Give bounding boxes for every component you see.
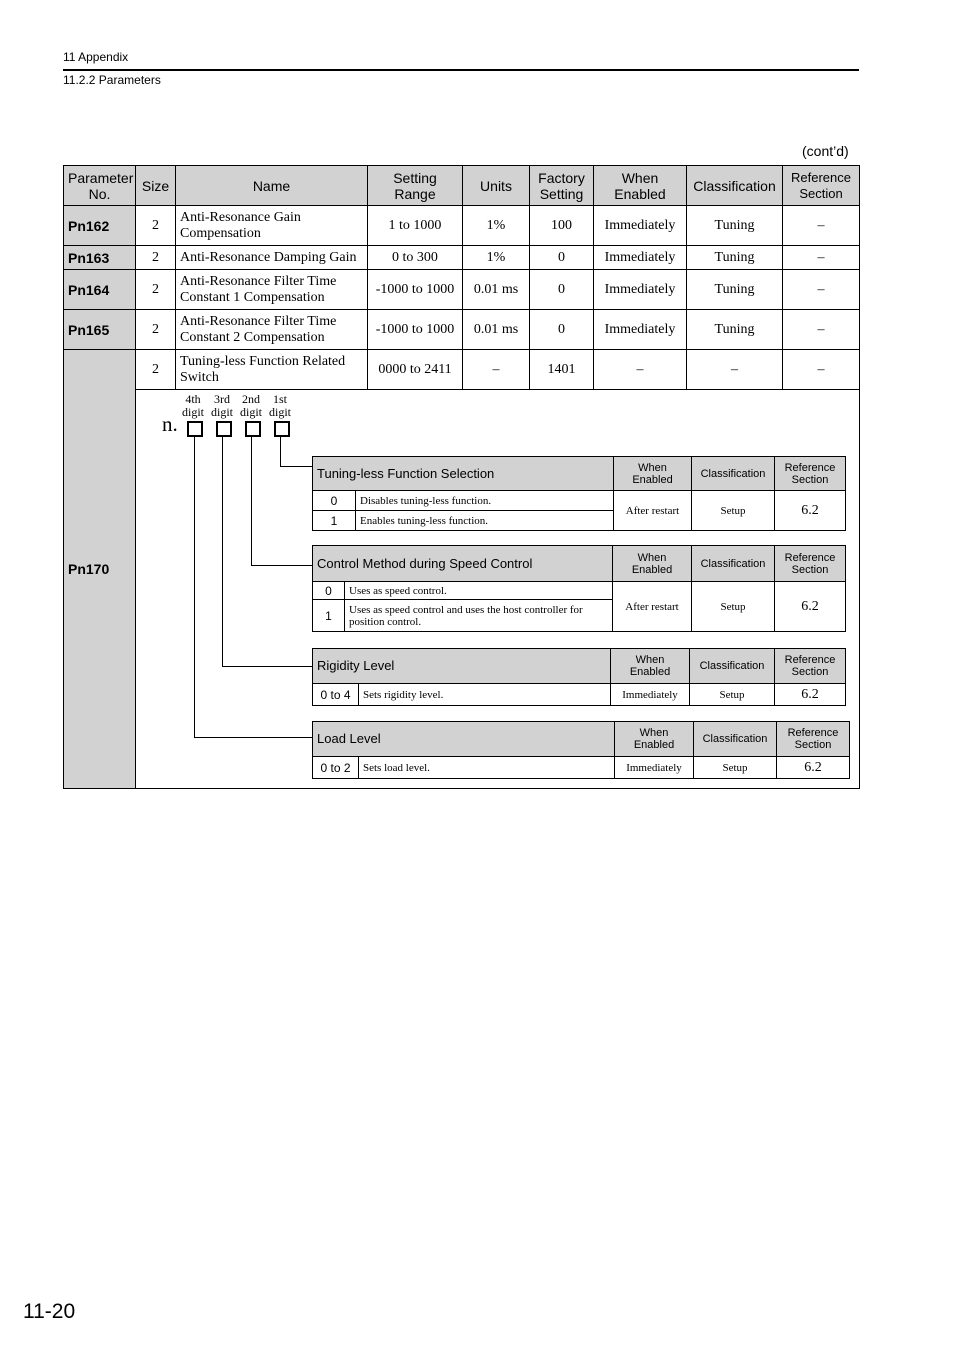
subtable-title: Tuning-less Function Selection <box>313 457 614 491</box>
option-enabled: Immediately <box>611 684 690 706</box>
subtable-reference: Reference Section <box>775 546 846 582</box>
option-code: 0 to 2 <box>313 757 359 779</box>
option-desc: Disables tuning-less function. <box>356 491 614 511</box>
param-enabled: Immediately <box>594 246 687 270</box>
connector-2nd <box>251 437 252 565</box>
param-factory: 0 <box>530 310 594 350</box>
header-rule <box>63 69 859 71</box>
subtable-control-method <box>312 545 846 632</box>
connector-3rd <box>222 437 223 666</box>
parameter-table <box>63 165 860 789</box>
option-enabled: After restart <box>614 491 692 531</box>
col-reference-section: Reference Section <box>783 166 860 206</box>
table-row <box>64 246 860 270</box>
digit-box-2nd <box>245 421 261 437</box>
param-factory: 0 <box>530 270 594 310</box>
option-class: Setup <box>694 757 777 779</box>
param-ref: – <box>783 310 860 350</box>
param-class: Tuning <box>687 270 783 310</box>
option-desc: Sets rigidity level. <box>359 684 611 706</box>
pn170-detail-row <box>64 390 860 789</box>
param-units: 1% <box>463 246 530 270</box>
subtable-title: Control Method during Speed Control <box>313 546 613 582</box>
digit-label-3rd: 3rd digit <box>210 392 233 419</box>
param-name: Anti-Resonance Filter Time Constant 2 Compensation <box>176 310 368 350</box>
prefix-n: n. <box>162 412 178 436</box>
subtable-reference: Reference Section <box>775 649 846 684</box>
param-class: – <box>687 350 783 390</box>
option-enabled: After restart <box>613 582 692 632</box>
subtable-classification: Classification <box>690 649 775 684</box>
connector-4th <box>194 437 195 738</box>
subtable-when-enabled: When Enabled <box>614 457 692 491</box>
param-enabled: Immediately <box>594 206 687 246</box>
col-parameter-no: Parameter No. <box>64 166 136 206</box>
param-range: -1000 to 1000 <box>368 270 463 310</box>
option-class: Setup <box>690 684 775 706</box>
option-enabled: Immediately <box>615 757 694 779</box>
param-size: 2 <box>136 246 176 270</box>
digit-label-2nd: 2nd digit <box>239 392 262 419</box>
option-ref: 6.2 <box>775 684 846 706</box>
table-header-row <box>64 166 860 206</box>
option-ref: 6.2 <box>777 757 850 779</box>
subtable-when-enabled: When Enabled <box>615 722 694 757</box>
param-name: Anti-Resonance Damping Gain <box>176 246 368 270</box>
param-units: 0.01 ms <box>463 310 530 350</box>
option-ref: 6.2 <box>775 582 846 632</box>
param-size: 2 <box>136 310 176 350</box>
param-factory: 1401 <box>530 350 594 390</box>
col-size: Size <box>136 166 176 206</box>
param-no: Pn162 <box>64 206 136 246</box>
param-factory: 0 <box>530 246 594 270</box>
param-name: Anti-Resonance Gain Compensation <box>176 206 368 246</box>
subtable-tuning-less <box>312 456 846 531</box>
digit-label-4th: 4th digit <box>181 392 204 419</box>
param-factory: 100 <box>530 206 594 246</box>
param-range: 0000 to 2411 <box>368 350 463 390</box>
subtable-classification: Classification <box>694 722 777 757</box>
param-no: Pn165 <box>64 310 136 350</box>
page-number: 11-20 <box>23 1300 76 1323</box>
param-enabled: Immediately <box>594 270 687 310</box>
digit-box-4th <box>187 421 203 437</box>
col-name: Name <box>176 166 368 206</box>
connector-2nd-h <box>251 565 313 566</box>
col-classification: Classification <box>687 166 783 206</box>
param-name: Tuning-less Function Related Switch <box>176 350 368 390</box>
param-class: Tuning <box>687 206 783 246</box>
col-units: Units <box>463 166 530 206</box>
param-size: 2 <box>136 270 176 310</box>
subtable-classification: Classification <box>692 546 775 582</box>
param-range: -1000 to 1000 <box>368 310 463 350</box>
option-class: Setup <box>692 491 775 531</box>
param-ref: – <box>783 350 860 390</box>
col-when-enabled: When Enabled <box>594 166 687 206</box>
pn170-detail <box>136 390 860 789</box>
option-code: 0 to 4 <box>313 684 359 706</box>
param-units: – <box>463 350 530 390</box>
param-enabled: Immediately <box>594 310 687 350</box>
subtable-rigidity-level <box>312 648 846 706</box>
digit-label-1st: 1st digit <box>268 392 291 419</box>
param-no: Pn164 <box>64 270 136 310</box>
param-ref: – <box>783 206 860 246</box>
col-setting-range: Setting Range <box>368 166 463 206</box>
param-units: 0.01 ms <box>463 270 530 310</box>
param-enabled: – <box>594 350 687 390</box>
connector-1st-h <box>280 466 313 467</box>
chapter-header: 11 Appendix <box>63 50 129 64</box>
table-row <box>64 350 860 390</box>
param-ref: – <box>783 270 860 310</box>
option-code: 1 <box>313 600 345 632</box>
table-row <box>64 310 860 350</box>
option-desc: Sets load level. <box>359 757 615 779</box>
option-desc: Enables tuning-less function. <box>356 511 614 531</box>
subtable-title: Rigidity Level <box>313 649 611 684</box>
param-ref: – <box>783 246 860 270</box>
option-code: 0 <box>313 582 345 600</box>
table-row <box>64 270 860 310</box>
subtable-reference: Reference Section <box>777 722 850 757</box>
option-class: Setup <box>692 582 775 632</box>
param-size: 2 <box>136 206 176 246</box>
option-desc: Uses as speed control. <box>345 582 613 600</box>
subtable-title: Load Level <box>313 722 615 757</box>
col-factory-setting: Factory Setting <box>530 166 594 206</box>
connector-4th-h <box>194 737 313 738</box>
param-size: 2 <box>136 350 176 390</box>
param-no: Pn163 <box>64 246 136 270</box>
param-range: 0 to 300 <box>368 246 463 270</box>
param-units: 1% <box>463 206 530 246</box>
param-class: Tuning <box>687 246 783 270</box>
param-name: Anti-Resonance Filter Time Constant 1 Compensation <box>176 270 368 310</box>
subtable-load-level <box>312 721 850 779</box>
subtable-when-enabled: When Enabled <box>611 649 690 684</box>
param-no: Pn170 <box>64 350 136 789</box>
option-ref: 6.2 <box>775 491 846 531</box>
subtable-when-enabled: When Enabled <box>613 546 692 582</box>
option-code: 0 <box>313 491 356 511</box>
subtable-reference: Reference Section <box>775 457 846 491</box>
connector-3rd-h <box>222 666 313 667</box>
digit-box-3rd <box>216 421 232 437</box>
contd-label: (cont’d) <box>802 143 849 159</box>
subtable-classification: Classification <box>692 457 775 491</box>
param-class: Tuning <box>687 310 783 350</box>
option-code: 1 <box>313 511 356 531</box>
connector-1st <box>280 437 281 466</box>
section-header: 11.2.2 Parameters <box>63 73 161 87</box>
option-desc: Uses as speed control and uses the host controller for position control. <box>345 600 613 632</box>
table-row <box>64 206 860 246</box>
digit-box-1st <box>274 421 290 437</box>
param-range: 1 to 1000 <box>368 206 463 246</box>
